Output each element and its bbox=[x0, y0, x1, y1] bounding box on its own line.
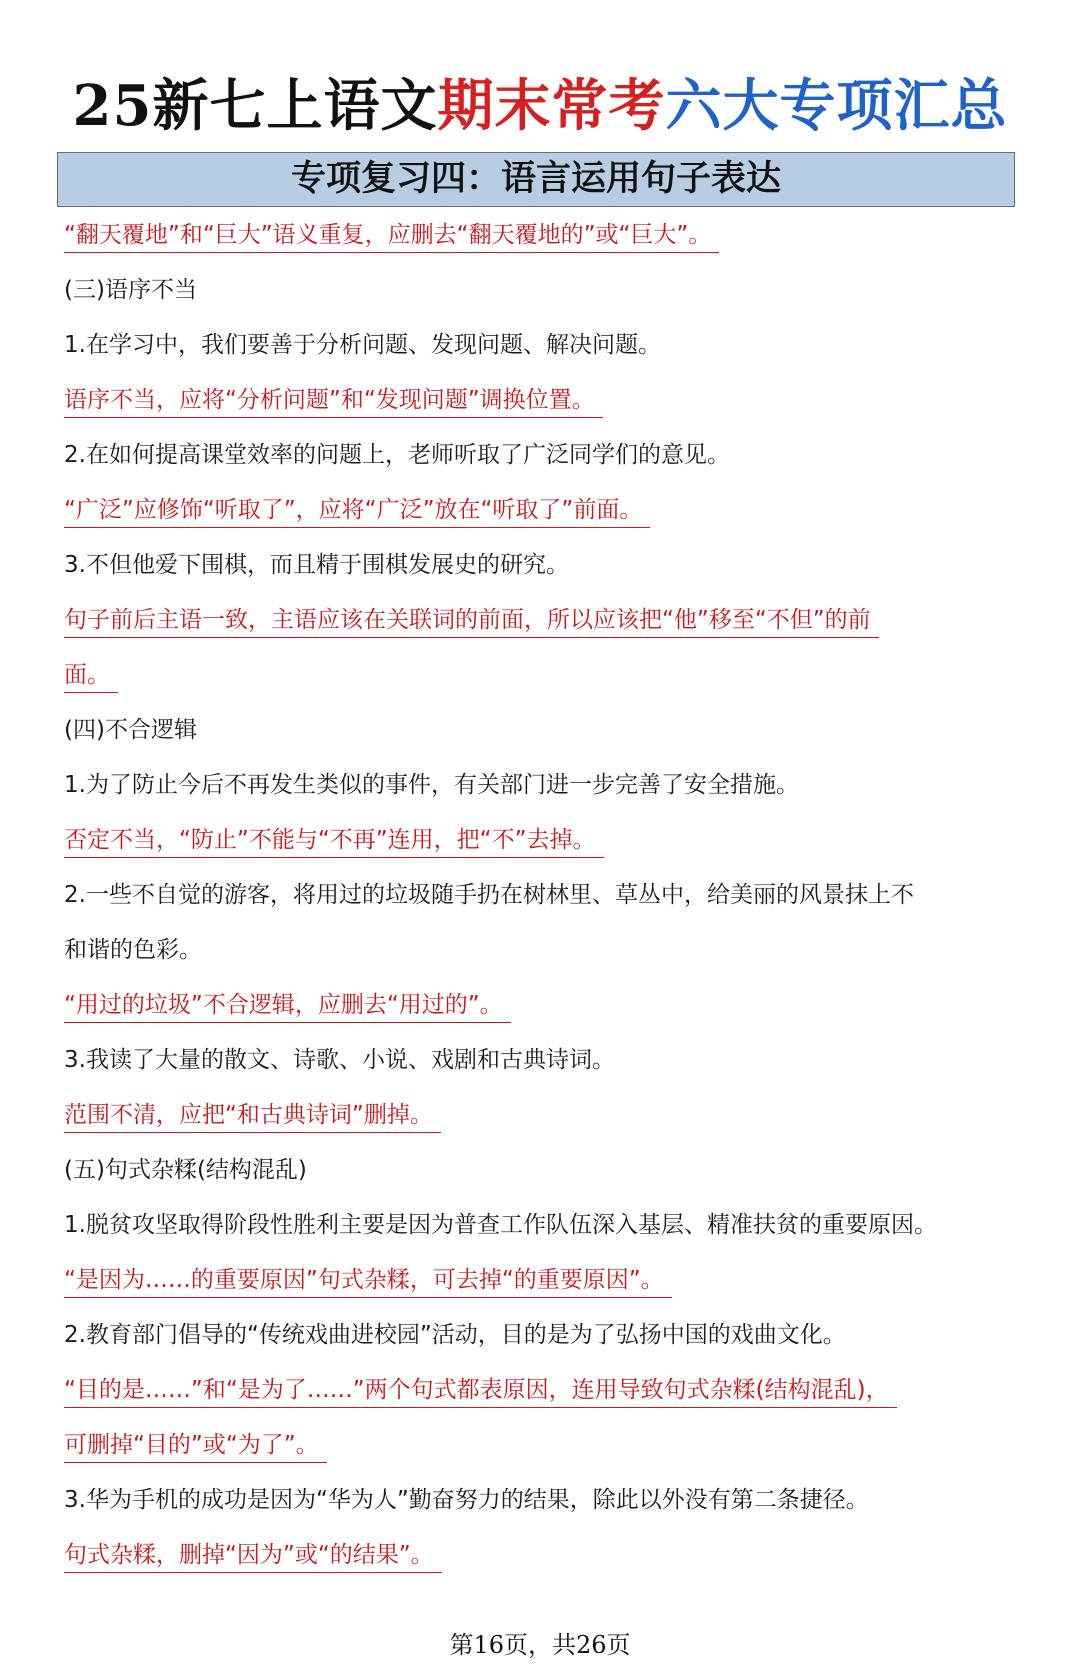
answer-line: “翻天覆地”和“巨大”语义重复，应删去“翻天覆地的”或“巨大”。 bbox=[64, 208, 1014, 263]
question-line: 1.为了防止今后不再发生类似的事件，有关部门进一步完善了安全措施。 bbox=[64, 772, 799, 798]
answer-line: 可删掉“目的”或“为了”。 bbox=[64, 1418, 1014, 1473]
answer-line: 否定不当，“防止”不能与“不再”连用，把“不”去掉。 bbox=[64, 813, 1014, 868]
question-line: 3.华为手机的成功是因为“华为人”勤奋努力的结果，除此以外没有第二条捷径。 bbox=[64, 1487, 869, 1513]
question-line: 2.在如何提高课堂效率的问题上，老师听取了广泛同学们的意见。 bbox=[64, 442, 730, 468]
answer-line: 句式杂糅，删掉“因为”或“的结果”。 bbox=[64, 1528, 1014, 1583]
section-heading: (五)句式杂糅(结构混乱) bbox=[64, 1157, 307, 1183]
answer-line: 句子前后主语一致，主语应该在关联词的前面，所以应该把“他”移至“不但”的前 bbox=[64, 593, 1014, 648]
section-heading: (三)语序不当 bbox=[64, 277, 197, 303]
question-line: 1.在学习中，我们要善于分析问题、发现问题、解决问题。 bbox=[64, 332, 661, 358]
answer-line: “是因为……的重要原因”句式杂糅，可去掉“的重要原因”。 bbox=[64, 1253, 1014, 1308]
answer-line: 范围不清，应把“和古典诗词”删掉。 bbox=[64, 1088, 1014, 1143]
title-part-topics: 六大专项汇总 bbox=[665, 73, 1008, 139]
question-line: 2.一些不自觉的游客，将用过的垃圾随手扔在树林里、草丛中，给美丽的风景抹上不 bbox=[64, 882, 914, 908]
section-banner: 专项复习四：语言运用句子表达 bbox=[57, 152, 1015, 207]
question-line: 2.教育部门倡导的“传统戏曲进校园”活动，目的是为了弘扬中国的戏曲文化。 bbox=[64, 1322, 846, 1348]
title-part-grade: 25新七上语文 bbox=[72, 73, 438, 139]
question-line: 和谐的色彩。 bbox=[64, 937, 202, 963]
page-title bbox=[0, 62, 1080, 142]
question-line: 1.脱贫攻坚取得阶段性胜利主要是因为普查工作队伍深入基层、精准扶贫的重要原因。 bbox=[64, 1212, 937, 1238]
answer-line: 语序不当，应将“分析问题”和“发现问题”调换位置。 bbox=[64, 373, 1014, 428]
answer-line: “用过的垃圾”不合逻辑，应删去“用过的”。 bbox=[64, 978, 1014, 1033]
section-heading: (四)不合逻辑 bbox=[64, 717, 197, 743]
question-line: 3.不但他爱下围棋，而且精于围棋发展史的研究。 bbox=[64, 552, 569, 578]
title-part-exam: 期末常考 bbox=[437, 73, 666, 139]
answer-line: “目的是……”和“是为了……”两个句式都表原因，连用导致句式杂糅(结构混乱)， bbox=[64, 1363, 1014, 1418]
question-line: 3.我读了大量的散文、诗歌、小说、戏剧和古典诗词。 bbox=[64, 1047, 615, 1073]
answer-line: “广泛”应修饰“听取了”，应将“广泛”放在“听取了”前面。 bbox=[64, 483, 1014, 538]
answer-line: 面。 bbox=[64, 648, 1014, 703]
content-body bbox=[64, 208, 1014, 1583]
page-number: 第16页，共26页 bbox=[449, 1631, 631, 1659]
